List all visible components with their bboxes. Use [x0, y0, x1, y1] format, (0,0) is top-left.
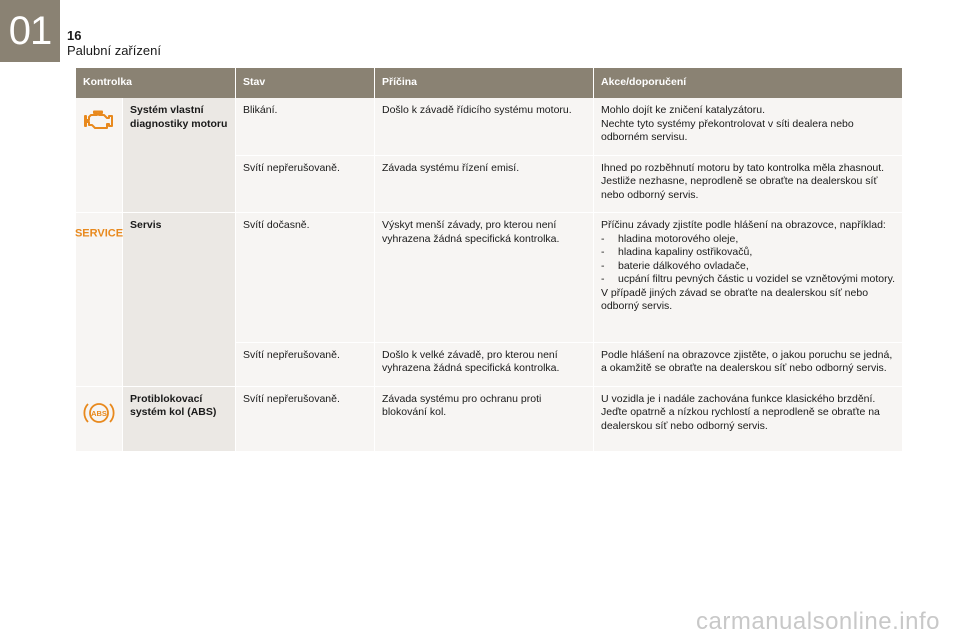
warning-lights-table: [76, 68, 902, 452]
page-number: 16: [67, 28, 82, 43]
akce-line: U vozidla je i nadále zachována funkce klasického brzdění.: [601, 392, 876, 405]
list-item: - ucpání filtru pevných částic u vozidel se vznětovými motory.: [601, 273, 895, 287]
stav-cell: Svítí nepřerušovaně.: [236, 387, 375, 453]
akce-cell: [594, 156, 902, 214]
pricina-cell: Došlo k velké závadě, pro kterou není vyhrazena žádná specifická kontrolka.: [375, 343, 594, 387]
chapter-badge: [0, 0, 60, 62]
col-header-pricina: Příčina: [375, 68, 594, 98]
pricina-cell: Došlo k závadě řídicího systému motoru.: [375, 98, 594, 156]
akce-intro: Příčinu závady zjistíte podle hlášení na obrazovce, například:: [601, 219, 886, 231]
akce-line: Jeďte opatrně a nízkou rychlostí a neprodleně se obraťte na dealerskou síť nebo odborný servis.: [601, 406, 880, 432]
akce-outro: V případě jiných závad se obraťte na dealerskou síť nebo odborný servis.: [601, 286, 869, 312]
table-row: [76, 98, 902, 156]
control-name: Servis: [123, 213, 236, 387]
service-icon-text: SERVICE: [74, 227, 124, 240]
section-title: Palubní zařízení: [67, 43, 161, 58]
icon-cell: [76, 387, 123, 453]
col-header-akce: Akce/doporučení: [594, 68, 902, 98]
stav-cell: Svítí dočasně.: [236, 213, 375, 343]
akce-cell: [594, 98, 902, 156]
icon-cell: [76, 98, 123, 213]
col-header-stav: Stav: [236, 68, 375, 98]
akce-line: Nechte tyto systémy překontrolovat v síti dealera nebo odborném servisu.: [601, 117, 854, 143]
akce-list: [601, 233, 895, 287]
table-header-row: [76, 68, 902, 98]
abs-icon-text: ABS: [91, 408, 107, 418]
list-item: - baterie dálkového ovladače,: [601, 260, 895, 274]
service-icon: [74, 225, 124, 240]
akce-line: Podle hlášení na obrazovce zjistěte, o jakou poruchu se jedná, a okamžitě se obraťte na dealerskou síť nebo odborný servis.: [601, 348, 893, 374]
akce-line: Mohlo dojít ke zničení katalyzátoru.: [601, 104, 766, 116]
akce-cell: [594, 213, 902, 343]
engine-warning-icon: [84, 110, 114, 132]
table-row: [76, 213, 902, 343]
pricina-cell: Závada systému řízení emisí.: [375, 156, 594, 214]
chapter-number: 01: [8, 8, 52, 53]
list-item: - hladina kapaliny ostřikovačů,: [601, 246, 895, 260]
akce-cell: [594, 343, 902, 387]
watermark: carmanualsonline.info: [696, 608, 940, 635]
stav-cell: Svítí nepřerušovaně.: [236, 156, 375, 214]
stav-cell: Blikání.: [236, 98, 375, 156]
stav-cell: Svítí nepřerušovaně.: [236, 343, 375, 387]
col-header-kontrolka: Kontrolka: [76, 68, 236, 98]
pricina-cell: Závada systému pro ochranu proti blokování kol.: [375, 387, 594, 453]
table-row: [76, 387, 902, 453]
akce-line: Ihned po rozběhnutí motoru by tato kontrolka měla zhasnout.: [601, 161, 885, 174]
abs-icon: [83, 399, 115, 427]
akce-cell: [594, 387, 902, 453]
akce-line: Jestliže nezhasne, neprodleně se obraťte na dealerskou síť nebo odborný servis.: [601, 175, 878, 201]
control-name: Protiblokovací systém kol (ABS): [123, 387, 236, 453]
icon-cell: [76, 213, 123, 387]
list-item: - hladina motorového oleje,: [601, 233, 895, 247]
pricina-cell: Výskyt menší závady, pro kterou není vyhrazena žádná specifická kontrolka.: [375, 213, 594, 343]
control-name: Systém vlastní diagnostiky motoru: [123, 98, 236, 213]
